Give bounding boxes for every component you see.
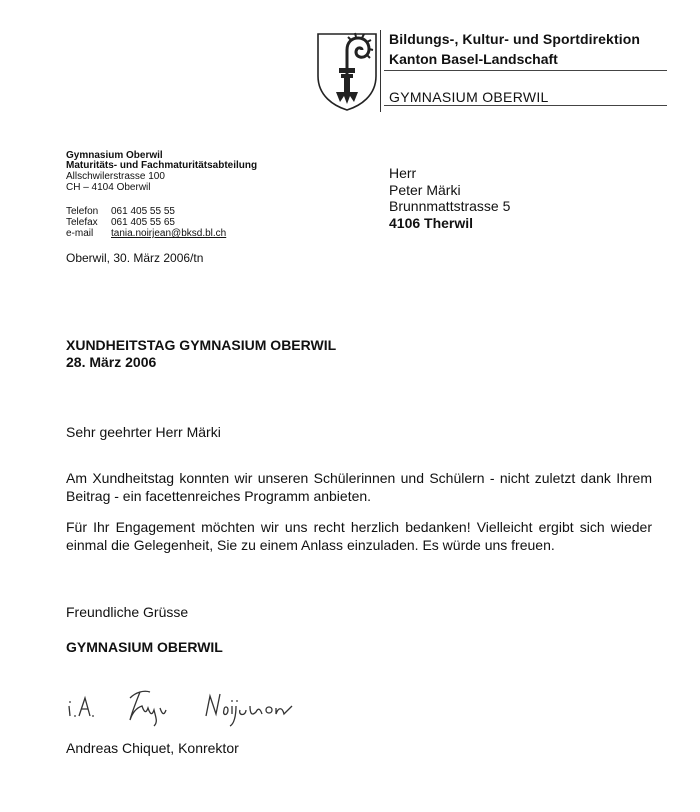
- salutation: Sehr geehrter Herr Märki: [66, 424, 221, 440]
- phone-label: Telefon: [66, 206, 99, 217]
- signer-name: Andreas Chiquet, Konrektor: [66, 740, 239, 756]
- recipient-street: Brunnmattstrasse 5: [389, 198, 511, 214]
- recipient-name: Peter Märki: [389, 182, 461, 198]
- letterhead-divider-vertical: [380, 30, 381, 112]
- date-line: Oberwil, 30. März 2006/tn: [66, 251, 204, 265]
- recipient-title: Herr: [389, 165, 417, 181]
- sender-street: Allschwilerstrasse 100: [66, 171, 165, 182]
- email-label: e-mail: [66, 228, 94, 239]
- canton-name: Kanton Basel-Landschaft: [389, 51, 558, 67]
- fax-number: 061 405 55 65: [111, 217, 175, 228]
- letterhead-divider: [384, 105, 667, 106]
- sender-department: Maturitäts- und Fachmaturitätsabteilung: [66, 160, 258, 171]
- signature-organization: GYMNASIUM OBERWIL: [66, 639, 223, 655]
- body-paragraph: Für Ihr Engagement möchten wir uns recht herzlich bedanken! Vielleicht ergibt sich wieder einmal die Gelegenheit, Sie zu einem Anlass einzuladen. Es würde uns freuen.: [66, 519, 652, 553]
- recipient-city: 4106 Therwil: [389, 215, 474, 231]
- closing-greeting: Freundliche Grüsse: [66, 604, 189, 620]
- department-name: Bildungs-, Kultur- und Sportdirektion: [389, 31, 641, 47]
- letterhead-divider: [384, 70, 667, 71]
- basel-landschaft-crest-icon: [314, 30, 380, 112]
- handwritten-signature: [66, 684, 296, 729]
- school-name: GYMNASIUM OBERWIL: [389, 89, 549, 105]
- phone-number: 061 405 55 55: [111, 206, 175, 217]
- subject-line: XUNDHEITSTAG GYMNASIUM OBERWIL: [66, 337, 337, 353]
- fax-label: Telefax: [66, 217, 98, 228]
- body-paragraph: Am Xundheitstag konnten wir unseren Schülerinnen und Schülern - nicht zuletzt dank Ihrem Beitrag - ein facettenreiches Programm anbieten.: [66, 470, 652, 504]
- sender-name: Gymnasium Oberwil: [66, 150, 163, 161]
- sender-city: CH – 4104 Oberwil: [66, 182, 151, 193]
- subject-date: 28. März 2006: [66, 354, 157, 370]
- email-link[interactable]: tania.noirjean@bksd.bl.ch: [111, 228, 227, 239]
